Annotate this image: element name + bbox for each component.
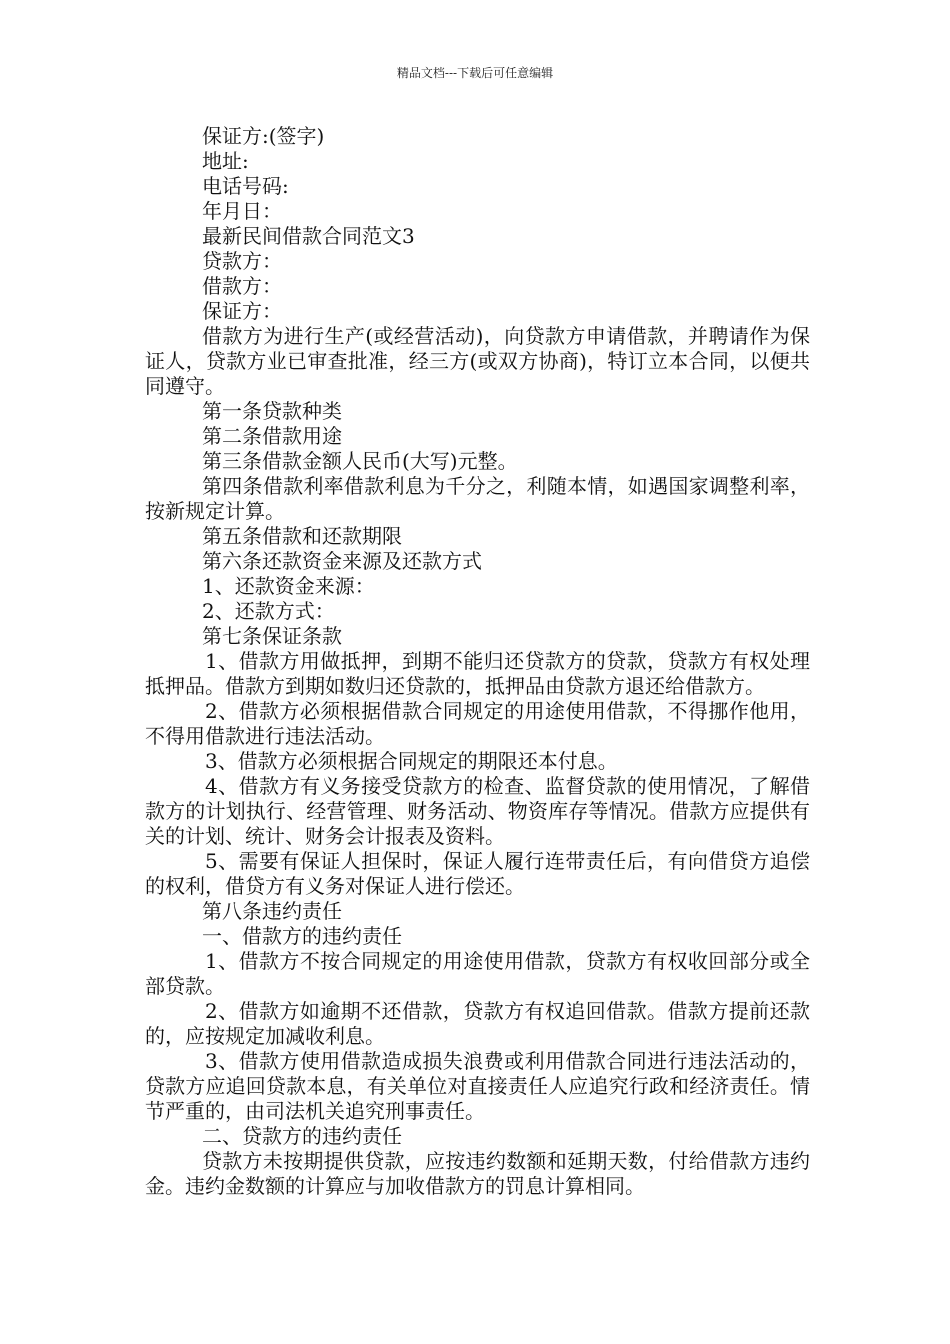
lender-liability-paragraph: 贷款方未按期提供贷款，应按违约数额和延期天数，付给借款方违约金。违约金数额的计算应与加收借款方的罚息计算相同。 [145, 1149, 810, 1198]
guarantor-line: 保证方： [202, 299, 282, 323]
intro-paragraph: 借款方为进行生产(或经营活动)，向贷款方申请借款，并聘请作为保证人，贷款方业已审查批准，经三方(或双方协商)，特订立本合同，以便共同遵守。 [145, 324, 810, 398]
guarantee-clause-3: 3、借款方必须根据合同规定的期限还本付息。 [205, 749, 618, 773]
guarantee-clause-2: 2、借款方必须根据借款合同规定的用途使用借款，不得挪作他用，不得用借款进行违法活动。 [145, 699, 810, 748]
borrower-liability-heading: 一、借款方的违约责任 [202, 924, 402, 948]
article-6-heading: 第六条还款资金来源及还款方式 [202, 549, 482, 573]
article-3-paragraph: 第三条借款金额人民币(大写)元整。 [202, 449, 518, 473]
borrower-liability-1: 1、借款方不按合同规定的用途使用借款，贷款方有权收回部分或全部贷款。 [145, 949, 810, 998]
guarantee-clause-5: 5、需要有保证人担保时，保证人履行连带责任后，有向借贷方追偿的权利，借贷方有义务对保证人进行偿还。 [145, 849, 810, 898]
guarantee-clause-4: 4、借款方有义务接受贷款方的检查、监督贷款的使用情况，了解借款方的计划执行、经营管理、财务活动、物资库存等情况。借款方应提供有关的计划、统计、财务会计报表及资料。 [145, 774, 810, 848]
date-line: 年月日： [202, 199, 282, 223]
section-title: 最新民间借款合同范文3 [202, 224, 415, 248]
repayment-source-item: 1、还款资金来源： [202, 574, 375, 598]
lender-line: 贷款方： [202, 249, 282, 273]
borrower-liability-3: 3、借款方使用借款造成损失浪费或利用借款合同进行违法活动的，贷款方应追回贷款本息，有关单位对直接责任人应追究行政和经济责任。情节严重的，由司法机关追究刑事责任。 [145, 1049, 810, 1123]
article-5-heading: 第五条借款和还款期限 [202, 524, 402, 548]
document-body [145, 124, 810, 1199]
borrower-line: 借款方： [202, 274, 282, 298]
article-4-paragraph: 第四条借款利率借款利息为千分之，利随本情，如遇国家调整利率，按新规定计算。 [145, 474, 810, 523]
repayment-method-item: 2、还款方式： [202, 599, 335, 623]
article-2-heading: 第二条借款用途 [202, 424, 342, 448]
address-line: 地址: [202, 149, 249, 173]
article-7-heading: 第七条保证条款 [202, 624, 342, 648]
phone-line: 电话号码: [202, 174, 289, 198]
guarantor-signature-line: 保证方:(签字) [202, 124, 325, 148]
lender-liability-heading: 二、贷款方的违约责任 [202, 1124, 402, 1148]
page-header: 精品文档---下载后可任意编辑 [396, 66, 554, 80]
article-1-heading: 第一条贷款种类 [202, 399, 342, 423]
article-8-heading: 第八条违约责任 [202, 899, 342, 923]
borrower-liability-2: 2、借款方如逾期不还借款，贷款方有权追回借款。借款方提前还款的，应按规定加减收利息。 [145, 999, 810, 1048]
guarantee-clause-1: 1、借款方用做抵押，到期不能归还贷款方的贷款，贷款方有权处理抵押品。借款方到期如数归还贷款的，抵押品由贷款方退还给借款方。 [145, 649, 810, 698]
